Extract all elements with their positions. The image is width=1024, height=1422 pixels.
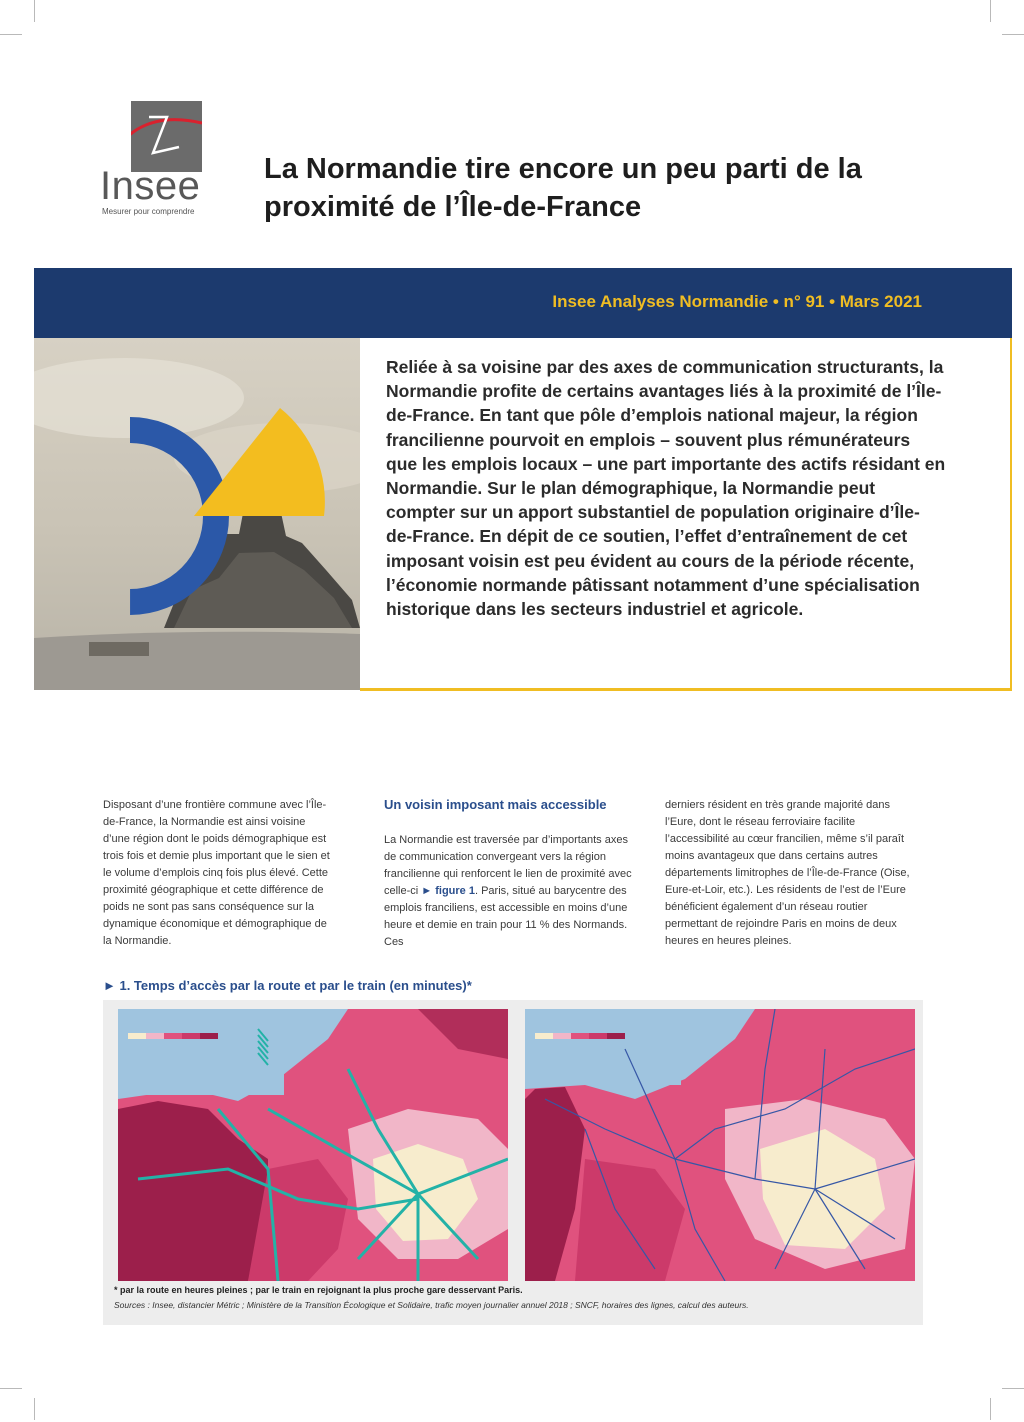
crop-mark-top-right-v xyxy=(990,0,991,22)
crop-mark-top-left-h xyxy=(0,34,22,35)
crop-mark-bottom-left-h xyxy=(0,1388,22,1389)
figure-source: Sources : Insee, distancier Métric ; Ministère de la Transition Écologique et Solidaire, trafic moyen journalier annuel 2018 ; SNCF, horaires des lignes, calcul des auteurs. xyxy=(114,1300,749,1310)
abstract-text: Reliée à sa voisine par des axes de communication structurants, la Normandie profite de certains avantages liés à la proximité de l’Île-de-France. En tant que pôle d’emplois national majeur, la région francilienne pourvoit en emplois – souvent plus rémunérateurs que les emplois locaux – une part importante des actifs résidant en Normandie. Sur le plan démographique, la Normandie peut compter sur un apport substantiel de population originaire d’Île-de-France. En dépit de ce soutien, l’effet d’entraînement de cet imposant voisin est peu évident au cours de la période récente, l’économie normande pâtissant notamment d’une spécialisation historique dans les secteurs industriel et agricole. xyxy=(386,357,946,620)
section-heading: Un voisin imposant mais accessible xyxy=(384,797,607,812)
blue-ring-shape xyxy=(44,430,216,602)
crop-mark-bottom-left-v xyxy=(34,1398,35,1420)
crop-mark-top-right-h xyxy=(1002,34,1024,35)
train-map-graphic xyxy=(525,1009,915,1281)
map-train-access xyxy=(525,1009,915,1281)
column-2-text-start: La Normandie est traversée par d’importants axes de communication convergeant vers la région francilienne qui renforcent le lien de proximité avec celle-ci xyxy=(384,834,632,897)
body-column-3: derniers résident en très grande majorité dans l’Eure, dont le réseau ferroviaire facilite l’accessibilité au cœur francilien, même s’il paraît moins avantageux que dans certains autres départements limitrophes de l’Île-de-France (Oise, Eure-et-Loir, etc.). Les résidents de l’est de l’Eure bénéficient également d’un réseau routier permettant de rejoindre Paris en moins de deux heures en heures pleines. xyxy=(665,799,910,947)
brand-name: Insee xyxy=(100,164,201,208)
figure-note: * par la route en heures pleines ; par le train en rejoignant la plus proche gare desservant Paris. xyxy=(114,1285,523,1295)
brand-tagline: Mesurer pour comprendre xyxy=(102,207,195,216)
mont-saint-michel-illustration xyxy=(34,338,360,690)
column-2-text-end: . Paris, situé au barycentre des emplois franciliens, est accessible en moins d’une heure et demie en train pour 11 % des Normands. Ces xyxy=(384,885,628,948)
insee-logo xyxy=(131,101,202,172)
publication-banner xyxy=(34,268,1012,338)
road-map-graphic xyxy=(118,1009,508,1281)
logo-emblem-icon xyxy=(131,101,202,172)
hero-illustration xyxy=(34,338,360,690)
crop-mark-top-left-v xyxy=(34,0,35,22)
body-column-2 xyxy=(384,832,634,951)
figure-title: ► 1. Temps d’accès par la route et par le train (en minutes)* xyxy=(103,978,472,993)
body-column-1: Disposant d’une frontière commune avec l’Île-de-France, la Normandie est ainsi voisine d’une région dont le poids démographique est trois fois et demie plus important que le sien et le volume d’emplois cinq fois plus élevé. Cette proximité géographique et cette différence de poids ne sont pas sans conséquence sur la dynamique économique et démographique de la Normandie. xyxy=(103,799,330,947)
figure-1-link[interactable]: ► figure 1 xyxy=(421,885,475,897)
page-title: La Normandie tire encore un peu parti de la proximité de l’Île-de-France xyxy=(264,153,862,223)
publication-info: Insee Analyses Normandie • n° 91 • Mars 2021 xyxy=(552,292,922,311)
map-road-access xyxy=(118,1009,508,1281)
crop-mark-bottom-right-v xyxy=(990,1398,991,1420)
crop-mark-bottom-right-h xyxy=(1002,1388,1024,1389)
